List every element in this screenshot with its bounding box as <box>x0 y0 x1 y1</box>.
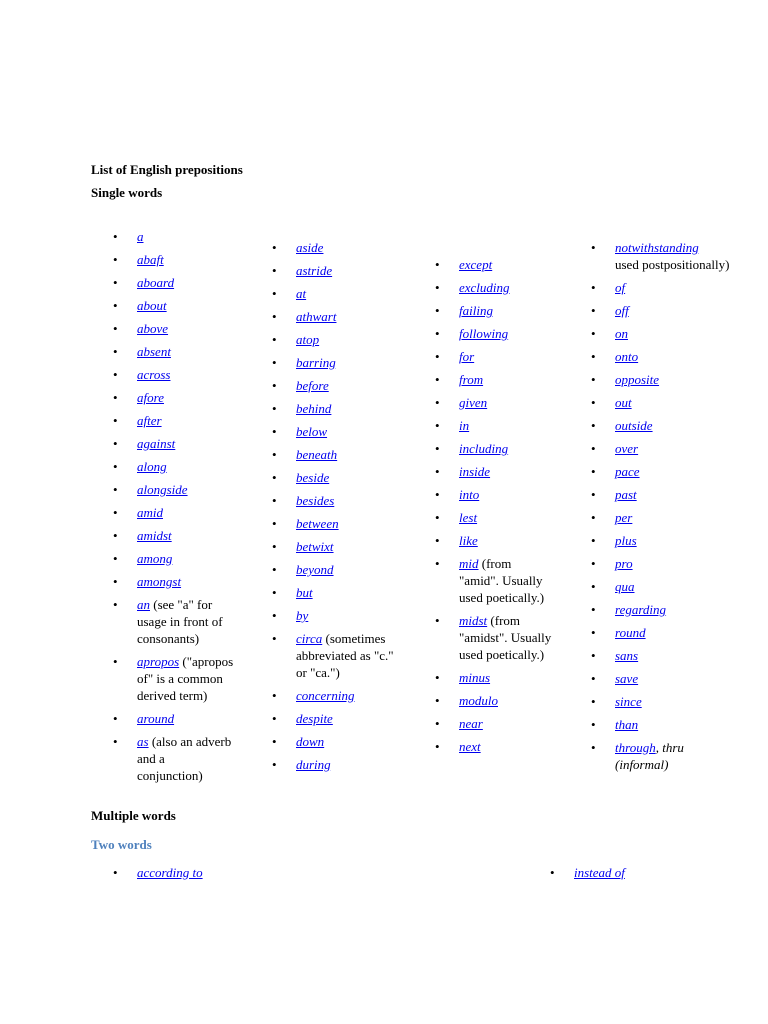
list-item <box>272 607 422 624</box>
list-item <box>113 653 263 704</box>
multiple-words-heading: Multiple words <box>91 808 176 823</box>
preposition-link[interactable]: per <box>615 510 633 525</box>
preposition-note-line: "amidst". Usually <box>459 630 552 645</box>
list-item <box>272 285 422 302</box>
list-item <box>591 239 761 273</box>
preposition-link[interactable]: onto <box>615 349 639 364</box>
list-item <box>113 412 263 429</box>
preposition-note: (also an adverb <box>148 734 232 749</box>
list-item <box>113 435 263 452</box>
list-item <box>113 573 263 590</box>
list-item <box>272 710 422 727</box>
list-item <box>272 584 422 601</box>
preposition-link[interactable]: for <box>459 349 475 364</box>
list-item <box>272 377 422 394</box>
preposition-link[interactable]: across <box>137 367 171 382</box>
list-item <box>272 400 422 417</box>
list-item <box>113 550 263 567</box>
preposition-link[interactable]: beyond <box>296 562 334 577</box>
preposition-note: ("apropos <box>179 654 234 669</box>
preposition-link[interactable]: into <box>459 487 480 502</box>
list-item <box>591 578 761 595</box>
preposition-link[interactable]: plus <box>615 533 637 548</box>
preposition-link[interactable]: amidst <box>137 528 172 543</box>
list-item <box>113 527 263 544</box>
list-item <box>272 469 422 486</box>
list-item <box>272 423 422 440</box>
preposition-link[interactable]: against <box>137 436 176 451</box>
list-item <box>113 274 263 291</box>
preposition-link[interactable]: astride <box>296 263 333 278</box>
list-item <box>435 440 575 457</box>
preposition-note-line: conjunction) <box>137 768 203 783</box>
list-item <box>272 331 422 348</box>
preposition-link[interactable]: next <box>459 739 481 754</box>
preposition-link[interactable]: about <box>137 298 167 313</box>
list-item <box>113 458 263 475</box>
preposition-link[interactable]: among <box>137 551 173 566</box>
preposition-note: (from <box>478 556 512 571</box>
list-item <box>591 624 761 641</box>
preposition-link[interactable]: on <box>615 326 628 341</box>
list-item <box>435 348 575 365</box>
preposition-link[interactable]: of <box>615 280 626 295</box>
list-item <box>113 366 263 383</box>
preposition-link[interactable]: down <box>296 734 325 749</box>
preposition-note-line: usage in front of <box>137 614 223 629</box>
preposition-note-line: (informal) <box>615 757 669 772</box>
preposition-link[interactable]: outside <box>615 418 653 433</box>
list-item <box>435 669 575 686</box>
preposition-link[interactable]: notwithstanding <box>615 240 699 255</box>
preposition-link[interactable]: above <box>137 321 169 336</box>
preposition-link[interactable]: midst <box>459 613 488 628</box>
preposition-link[interactable]: lest <box>459 510 478 525</box>
list-item <box>435 612 575 663</box>
preposition-link[interactable]: save <box>615 671 639 686</box>
preposition-note-line: used poetically.) <box>459 647 545 662</box>
preposition-link[interactable]: instead of <box>574 865 625 880</box>
list-item <box>591 371 761 388</box>
preposition-link[interactable]: afore <box>137 390 164 405</box>
list-item <box>591 693 761 710</box>
preposition-link[interactable]: excluding <box>459 280 510 295</box>
list-item <box>435 463 575 480</box>
preposition-link[interactable]: including <box>459 441 509 456</box>
list-item <box>435 532 575 549</box>
preposition-link[interactable]: apropos <box>137 654 180 669</box>
list-item <box>272 630 422 681</box>
preposition-link[interactable]: aside <box>296 240 324 255</box>
preposition-link[interactable]: minus <box>459 670 491 685</box>
list-item <box>435 302 575 319</box>
preposition-link[interactable]: circa <box>296 631 323 646</box>
list-item <box>435 417 575 434</box>
list-item <box>272 308 422 325</box>
list-item <box>113 297 263 314</box>
preposition-link[interactable]: concerning <box>296 688 355 703</box>
single-words-heading: Single words <box>91 185 163 200</box>
preposition-link[interactable]: as <box>137 734 149 749</box>
preposition-link[interactable]: despite <box>296 711 333 726</box>
preposition-link[interactable]: below <box>296 424 328 439</box>
preposition-link[interactable]: off <box>615 303 629 318</box>
preposition-link[interactable]: modulo <box>459 693 498 708</box>
preposition-note-line: abbreviated as "c." <box>296 648 394 663</box>
single-words-column-4 <box>591 239 761 779</box>
preposition-link[interactable]: absent <box>137 344 171 359</box>
list-item <box>435 692 575 709</box>
preposition-link[interactable]: over <box>615 441 639 456</box>
list-item <box>435 394 575 411</box>
list-item <box>591 440 761 457</box>
preposition-link[interactable]: beneath <box>296 447 338 462</box>
preposition-link[interactable]: opposite <box>615 372 660 387</box>
two-words-column-right <box>550 864 750 887</box>
preposition-link[interactable]: through <box>615 740 656 755</box>
preposition-link[interactable]: mid <box>459 556 479 571</box>
list-item <box>113 251 263 268</box>
preposition-link[interactable]: round <box>615 625 646 640</box>
list-item <box>591 325 761 342</box>
preposition-link[interactable]: between <box>296 516 339 531</box>
preposition-link[interactable]: a <box>137 229 144 244</box>
list-item <box>113 733 263 784</box>
list-item <box>272 239 422 256</box>
list-item <box>591 647 761 664</box>
preposition-link[interactable]: pace <box>615 464 640 479</box>
list-item <box>435 486 575 503</box>
list-item <box>272 687 422 704</box>
preposition-note-line: "amid". Usually <box>459 573 543 588</box>
preposition-link[interactable]: before <box>296 378 329 393</box>
list-item <box>113 504 263 521</box>
preposition-link[interactable]: atop <box>296 332 320 347</box>
preposition-note-line: of" is a common <box>137 671 223 686</box>
list-item <box>591 417 761 434</box>
list-item <box>435 279 575 296</box>
list-item <box>591 486 761 503</box>
list-item <box>272 756 422 773</box>
preposition-note: (from <box>487 613 521 628</box>
list-item <box>435 555 575 606</box>
preposition-note-line: used poetically.) <box>459 590 545 605</box>
list-item <box>113 320 263 337</box>
preposition-link[interactable]: an <box>137 597 150 612</box>
list-item <box>113 864 313 881</box>
preposition-link[interactable]: pro <box>615 556 633 571</box>
preposition-note-line: consonants) <box>137 631 200 646</box>
preposition-note-line: or "ca.") <box>296 665 340 680</box>
list-item <box>272 515 422 532</box>
list-item <box>591 279 761 296</box>
preposition-link[interactable]: like <box>459 533 478 548</box>
two-words-column-left <box>113 864 313 887</box>
list-item <box>591 739 761 773</box>
list-item <box>113 228 263 245</box>
list-item <box>113 481 263 498</box>
list-item <box>435 371 575 388</box>
preposition-link[interactable]: in <box>459 418 470 433</box>
preposition-link[interactable]: alongside <box>137 482 188 497</box>
list-item <box>272 538 422 555</box>
two-words-heading: Two words <box>91 837 152 852</box>
preposition-link[interactable]: according to <box>137 865 203 880</box>
preposition-link[interactable]: amongst <box>137 574 182 589</box>
preposition-link[interactable]: around <box>137 711 175 726</box>
document-title: List of English prepositions <box>91 162 243 177</box>
list-item <box>591 716 761 733</box>
single-words-column-2 <box>272 239 422 779</box>
preposition-link[interactable]: than <box>615 717 639 732</box>
list-item <box>272 354 422 371</box>
preposition-link[interactable]: barring <box>296 355 336 370</box>
list-item <box>435 715 575 732</box>
list-item <box>272 733 422 750</box>
list-item <box>113 389 263 406</box>
list-item <box>272 262 422 279</box>
list-item <box>272 561 422 578</box>
preposition-link[interactable]: since <box>615 694 642 709</box>
list-item <box>591 509 761 526</box>
preposition-link[interactable]: near <box>459 716 483 731</box>
preposition-link[interactable]: inside <box>459 464 491 479</box>
list-item <box>272 492 422 509</box>
preposition-note: (see "a" for <box>150 597 213 612</box>
list-item <box>272 446 422 463</box>
list-item <box>591 463 761 480</box>
preposition-link[interactable]: beside <box>296 470 330 485</box>
list-item <box>113 343 263 360</box>
list-item <box>435 509 575 526</box>
preposition-note-line: used postpositionally) <box>615 257 730 272</box>
list-item <box>591 348 761 365</box>
preposition-link[interactable]: failing <box>459 303 493 318</box>
list-item <box>591 601 761 618</box>
list-item <box>591 532 761 549</box>
preposition-link[interactable]: following <box>459 326 509 341</box>
preposition-link[interactable]: given <box>459 395 488 410</box>
list-item <box>435 325 575 342</box>
preposition-link[interactable]: amid <box>137 505 163 520</box>
preposition-link[interactable]: except <box>459 257 493 272</box>
preposition-link[interactable]: betwixt <box>296 539 334 554</box>
preposition-link[interactable]: but <box>296 585 313 600</box>
preposition-link[interactable]: past <box>615 487 637 502</box>
single-words-column-1 <box>113 228 263 790</box>
preposition-link[interactable]: regarding <box>615 602 667 617</box>
preposition-link[interactable]: out <box>615 395 632 410</box>
preposition-link[interactable]: behind <box>296 401 332 416</box>
preposition-link[interactable]: qua <box>615 579 635 594</box>
list-item <box>435 738 575 755</box>
preposition-note-line: derived term) <box>137 688 208 703</box>
list-item <box>550 864 750 881</box>
preposition-link[interactable]: abaft <box>137 252 164 267</box>
preposition-link[interactable]: from <box>459 372 484 387</box>
preposition-link[interactable]: during <box>296 757 331 772</box>
preposition-link[interactable]: athwart <box>296 309 337 324</box>
preposition-link[interactable]: besides <box>296 493 335 508</box>
preposition-link[interactable]: sans <box>615 648 639 663</box>
preposition-link[interactable]: aboard <box>137 275 175 290</box>
list-item <box>591 394 761 411</box>
list-item <box>591 555 761 572</box>
list-item <box>591 302 761 319</box>
preposition-link[interactable]: along <box>137 459 167 474</box>
list-item <box>591 670 761 687</box>
preposition-link[interactable]: after <box>137 413 162 428</box>
preposition-link[interactable]: at <box>296 286 307 301</box>
preposition-note: , thru <box>655 740 684 755</box>
list-item <box>113 596 263 647</box>
preposition-link[interactable]: by <box>296 608 309 623</box>
single-words-column-3 <box>435 256 575 761</box>
list-item <box>113 710 263 727</box>
preposition-note: (sometimes <box>322 631 386 646</box>
list-item <box>435 256 575 273</box>
preposition-note-line: and a <box>137 751 165 766</box>
